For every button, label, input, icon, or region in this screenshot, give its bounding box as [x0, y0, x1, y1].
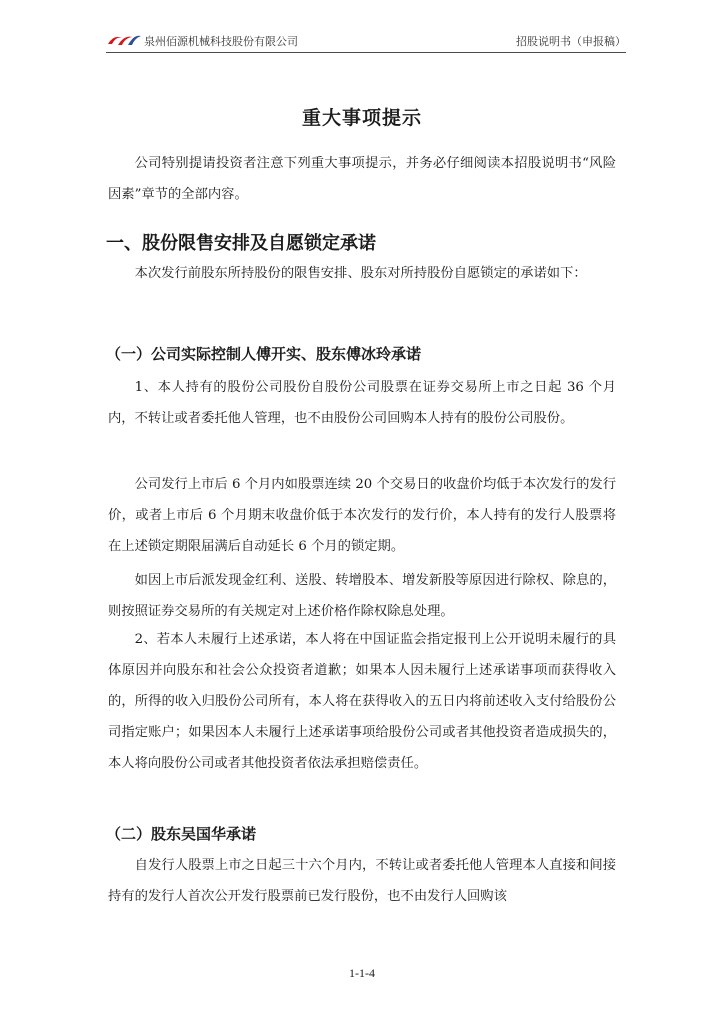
subsection-heading-wu-guohua: （二）股东吴国华承诺 [106, 825, 257, 843]
document-type: 招股说明书（申报稿） [516, 35, 626, 48]
paragraph-lockup-36-months: 1、本人持有的股份公司股份自股份公司股票在证券交易所上市之日起 36 个月内，不转让或者委托他人管理，也不由股份公司回购本人持有的股份公司股份。 [108, 380, 616, 426]
page-title: 重大事项提示 [301, 107, 422, 129]
paragraph-wu-lockup: 自发行人股票上市之日起三十六个月内，不转让或者委托他人管理本人直接和间接持有的发行人首次公开发行股票前已发行股份，也不由发行人回购该 [108, 858, 616, 904]
company-name: 泉州佰源机械科技股份有限公司 [144, 35, 298, 48]
page-number: 1-1-4 [349, 966, 375, 980]
section-heading-lockup: 一、股份限售安排及自愿锁定承诺 [106, 233, 376, 254]
paragraph-breach-commitment: 2、若本人未履行上述承诺，本人将在中国证监会指定报刊上公开说明未履行的具体原因并向股东和社会公众投资者道歉；如果本人因未履行上述承诺事项而获得收入的，所得的收入归股份公司所有，本人将在获得收入的五日内将前述收入支付给股份公司指定账户；如果因本人未履行上述承诺事项给股份公司或者其他投资者造成损失的，本人将向股份公司或者其他投资者依法承担赔偿责任。 [108, 632, 616, 771]
intro-paragraph: 公司特别提请投资者注意下列重大事项提示，并务必仔细阅读本招股说明书“风险因素”章节的全部内容。 [108, 156, 616, 202]
subsection-heading-controller: （一）公司实际控制人傅开实、股东傅冰玲承诺 [106, 345, 422, 363]
paragraph-extension: 公司发行上市后 6 个月内如股票连续 20 个交易日的收盘价均低于本次发行的发行价，或者上市后 6 个月期末收盘价低于本次发行的发行价，本人持有的发行人股票将在上述锁定期限届满后自动延长 6 个月的锁定期。 [108, 477, 616, 554]
company-logo-icon [106, 32, 142, 48]
section-intro-paragraph: 本次发行前股东所持股份的限售安排、股东对所持股份自愿锁定的承诺如下： [134, 266, 587, 281]
page-header [106, 30, 626, 53]
paragraph-ex-rights: 如因上市后派发现金红利、送股、转增股本、增发新股等原因进行除权、除息的，则按照证券交易所的有关规定对上述价格作除权除息处理。 [108, 573, 616, 619]
